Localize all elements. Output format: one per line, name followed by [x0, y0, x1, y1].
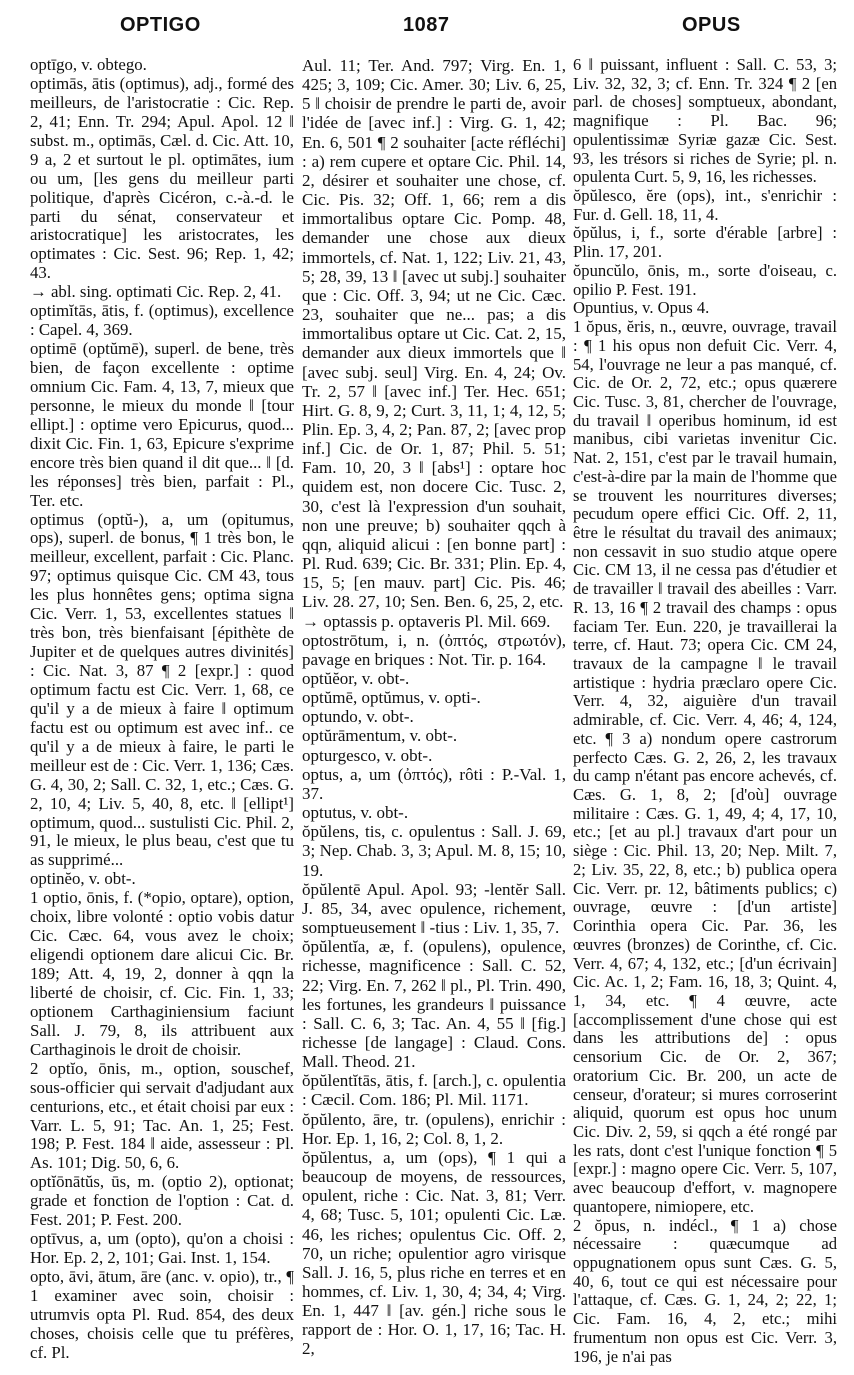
column-2	[302, 56, 566, 1359]
dictionary-entry: optīgo, v. obtego.	[30, 55, 147, 74]
dictionary-entry: Opuntius, v. Opus 4.	[573, 298, 710, 318]
dictionary-entry: 2 ŏpus, n. indécl., ¶ 1 a) chose nécessaire : quæcumque ad oppugnationem opus sunt Cæs. G. 5, 40, 6, tout ce qui est nécessaire pour l'attaque, cf. Cæs. G. 1, 24, 2; 22, 1; Cic. Fam. 16, 4, 2, etc.; mihi frumentum non opus est Cic. Verr. 3, 196, je n'ai pas	[573, 1215, 837, 1366]
dictionary-entry: optimē (optŭmē), superl. de bene, très bien, de façon excellente : optime omnium Cic. Fam. 4, 13, 7, mieux que personne, le mieux du monde ǁ [tour ellipt.] : optime vero Epicurus, quod... dixit Cic. Fin. 1, 63, Epicure s'exprime encore très bien quand il dit que... ǁ [d. les réponses] très bien, parfait : Pl., Ter. etc.	[30, 339, 294, 510]
page-header	[0, 14, 854, 48]
dictionary-entry: optundo, v. obt-.	[302, 707, 414, 727]
dictionary-entry: optimās, ātis (optimus), adj., formé des meilleurs, de l'aristocratie : Cic. Rep. 2, 41; Enn. Tr. 294; Apul. Apol. 12 ǁ subst. m., optimās, Cæl. d. Cic. Att. 10, 9 a, 2 et surtout le pl. optimātes, ium ou um, [les gens du meilleur parti politique, d'après Cicéron, c.-à.-d. le parti du sénat, conservateur et aristocratique] les aristocrates, les optimates : Cic. Sest. 96; Rep. 1, 42; 43.	[30, 73, 294, 283]
dictionary-entry: ŏpuncŭlo, ōnis, m., sorte d'oiseau, c. opilio P. Fest. 191.	[573, 260, 837, 299]
dictionary-entry: → optassis p. optaveris Pl. Mil. 669.	[302, 611, 551, 631]
dictionary-entry: optimus (optŭ-), a, um (opitumus, ops), superl. de bonus, ¶ 1 très bon, le meilleur, excellent, parfait : Cic. Planc. 97; optimus quisque Cic. CM 43, tous les plus honnêtes gens; optima signa Cic. Verr. 1, 53, excellentes statues ǁ très bon, très bienfaisant [épithète de Jupiter et de quelques autres divinités] : Cic. Nat. 3, 87 ¶ 2 [expr.] : quod optimum factu est Cic. Verr. 1, 68, ce qu'il y a de mieux à faire ǁ optimum factu est ou optimum est avec inf.. ce qu'il y a de mieux à faire, le parti le meilleur est de : Cic. Verr. 1, 136; Cæs. G. 4, 30, 2; Sall. C. 32, 1, etc.; Cæs. G. 2, 10, 4; Liv. 5, 40, 8, etc. ǁ [ellipt¹] optimum, quod... sustulisti Cic. Phil. 2, 91, le mieux, le plus beau, c'est que tu as supprimé...	[30, 509, 294, 870]
dictionary-entry: optutus, v. obt-.	[302, 803, 409, 823]
running-head-right: OPUS	[682, 14, 741, 36]
dictionary-entry: ŏpŭlus, i, f., sorte d'érable [arbre] : Plin. 17, 201.	[573, 223, 837, 262]
dictionary-entry: optus, a, um (ὀπτός), rôti : P.-Val. 1, 37.	[302, 764, 566, 803]
dictionary-entry: ŏpŭlentē Apul. Apol. 93; -lentĕr Sall. J. 85, 34, avec opulence, richement, somptueusement ǁ -tius : Liv. 1, 35, 7.	[302, 879, 566, 938]
dictionary-entry: optĭōnātŭs, ūs, m. (optio 2), optionat; grade et fonction de l'option : Cat. d. Fest. 201; P. Fest. 200.	[30, 1172, 294, 1230]
dictionary-entry: optinĕo, v. obt-.	[30, 869, 136, 889]
dictionary-entry: 6 ǁ puissant, influent : Sall. C. 53, 3; Liv. 32, 32, 3; cf. Enn. Tr. 324 ¶ 2 [en parl. de choses] somptueux, abondant, magnifique : Pl. Bac. 96; opulentissimæ Syriæ gazæ Cic. Sest. 93, les trésors si riches de Syrie; pl. n. opulenta Curt. 5, 9, 16, les richesses.	[573, 55, 837, 187]
dictionary-entry: optīvus, a, um (opto), qu'on a choisi : Hor. Ep. 2, 2, 101; Gai. Inst. 1, 154.	[30, 1229, 294, 1268]
dictionary-entry: optŭrāmentum, v. obt-.	[302, 726, 458, 746]
dictionary-entry: opturgesco, v. obt-.	[302, 745, 433, 765]
dictionary-entry: ŏpŭlesco, ĕre (ops), int., s'enrichir : Fur. d. Gell. 18, 11, 4.	[573, 186, 837, 224]
dictionary-entry: ŏpŭlento, āre, tr. (opulens), enrichir : Hor. Ep. 1, 16, 2; Col. 8, 1, 2.	[302, 1109, 566, 1148]
dictionary-entry: → abl. sing. optimati Cic. Rep. 2, 41.	[30, 282, 282, 302]
dictionary-entry: optŭĕor, v. obt-.	[302, 669, 410, 688]
dictionary-entry: 2 optĭo, ōnis, m., option, souschef, sous-officier qui servait d'adjudant aux centurions, etc., et était choisi par eux : Varr. L. 5, 91; Tac. An. 1, 25; Fest. 198; P. Fest. 184 ǁ aide, assesseur : Pl. As. 101; Dig. 50, 6, 6.	[30, 1058, 294, 1173]
column-1	[30, 56, 294, 1363]
page-number: 1087	[403, 14, 450, 36]
dictionary-entry: ŏpŭlentĭtās, ātis, f. [arch.], c. opulentia : Cæcil. Com. 186; Pl. Mil. 1171.	[302, 1071, 566, 1110]
dictionary-entry: 1 optio, ōnis, f. (*opio, optare), option, choix, libre volonté : optio vobis datur Cic. Cæc. 64, vous avez le choix; eligendi optionem dare alicui Cic. Br. 189; Att. 4, 19, 2, donner à qqn la liberté de choisir, cf. Cic. Fin. 1, 33; optionem Carthaginiensium faciunt Sall. J. 79, 8, ils attribuent aux Carthaginois le droit de choisir.	[30, 888, 294, 1059]
dictionary-entry: optŭmē, optŭmus, v. opti-.	[302, 688, 481, 708]
dictionary-entry: opto, āvi, ātum, āre (anc. v. opio), tr., ¶ 1 examiner avec soin, choisir : utrumvis opta Pl. Rud. 854, des deux choses, choisis celle que tu préfères, cf. Pl.	[30, 1267, 294, 1362]
dictionary-entry: optimĭtās, ātis, f. (optimus), excellence : Capel. 4, 369.	[30, 301, 294, 340]
dictionary-entry: ŏpŭlens, tis, c. opulentus : Sall. J. 69, 3; Nep. Chab. 3, 3; Apul. M. 8, 15; 10, 19.	[302, 822, 566, 880]
running-head-left: OPTIGO	[120, 14, 201, 36]
dictionary-entry: Aul. 11; Ter. And. 797; Virg. En. 1, 425; 3, 109; Cic. Amer. 30; Liv. 6, 25, 5 ǁ choisir de prendre le parti de, avoir l'idée de [avec inf.] : Virg. G. 1, 42; En. 6, 501 ¶ 2 souhaiter [acte réfléchi] : a) rem cupere et optare Cic. Phil. 14, 2, désirer et souhaiter une chose, cf. Cic. Pis. 32; Off. 1, 66; rem a dis immortalibus optare Cic. Pomp. 48, demander une chose aux dieux immortels, cf. Nat. 1, 122; Liv. 21, 43, 5; 28, 39, 13 ǁ [avec ut subj.] souhaiter que : Cic. Off. 3, 94; ut ne Cic. Cæc. 23, souhaiter que ne... pas; a dis immortalibus optare ut Cic. Cat. 2, 15, demander aux dieux immortels que ǁ [avec subj. seul] Virg. En. 4, 24; Ov. Tr. 2, 57 ǁ [avec inf.] Ter. Hec. 651; Hirt. G. 8, 9, 2; Curt. 3, 11, 1; 4, 12, 5; Plin. Ep. 3, 4, 2; Pan. 87, 2; [avec prop inf.] Cic. de Or. 1, 87; Phil. 5. 51; Fam. 10, 20, 3 ǁ [abs¹] : optare hoc quidem est, non docere Cic. Tusc. 2, 30, c'est là l'expression d'un souhait, non une preuve; b) souhaiter qqch à qqn, aliquid alicui : [en bonne part] : Pl. Rud. 639; Cic. Br. 331; Plin. Ep. 4, 15, 5; [en mauv. part] Cic. Pis. 46; Liv. 28. 27, 10; Sen. Ben. 6, 25, 2, etc.	[302, 56, 566, 612]
dictionary-entry: ŏpŭlentus, a, um (ops), ¶ 1 qui a beaucoup de moyens, de ressources, opulent, riche : Cic. Nat. 3, 81; Verr. 4, 68; Tusc. 5, 101; opulenti Cic. Læ. 46, les riches; opulentus Cic. Off. 2, 70, un riche; opulentior agro virisque Sall. J. 16, 5, plus riche en terres et en hommes, cf. Liv. 1, 30, 4; 34, 4; Virg. En. 1, 447 ǁ [av. gén.] riche sous le rapport de : Hor. O. 1, 17, 16; Tac. H. 2,	[302, 1147, 566, 1359]
dictionary-entry: optostrōtum, i, n. (ὀπτός, στρωτόν), pavage en briques : Not. Tir. p. 164.	[302, 630, 566, 669]
dictionary-entry: 1 ŏpus, ĕris, n., œuvre, ouvrage, travail : ¶ 1 his opus non defuit Cic. Verr. 4, 54, l'ouvrage ne leur a pas manqué, cf. Cic. de Or. 2, 72, etc.; opus quærere Cic. Tusc. 3, 81, chercher de l'ouvrage, du travail ǁ operibus hominum, id est manibus, cibi varietas invenitur Cic. Nat. 2, 151, c'est par le travail humain, c'est-à-dire par la main de l'homme que se trouvent les nourritures diverses; pecudum opere effici Cic. Off. 2, 11, être le résultat du travail des animaux; non cessavit in suo studio atque opere Cic. CM 13, il ne cessa pas d'étudier et de travailler ǁ travail des abeilles : Varr. R. 13, 16 ¶ 2 travail des champs : opus faciam Ter. Eun. 220, je travaillerai la terre, cf. Haut. 73; opera Cic. CM 24, travaux de la campagne ǁ le travail artistique : hydria præclaro opere Cic. Verr. 4, 32, aiguière d'un travail admirable, cf. Cic. Verr. 4, 46; 4, 124, etc. ¶ 3 a) nondum opere castrorum perfecto Cæs. G. 2, 26, 2, les travaux du camp n'étant pas encore achevés, cf. Cæs. G. 1, 8, 2; [d'où] ouvrage militaire : Cæs. G. 1, 49, 4; 4, 17, 10, etc.; [et au pl.] travaux d'art pour un siège : Cic. Phil. 13, 20; Nep. Milt. 7, 2; Liv. 35, 22, 8, etc.; b) publica opera Cic. Verr. pr. 12, bâtiments publics; c) ouvrage, œuvre : [d'un artiste] Corinthia opera Cic. Par. 36, les œuvres (bronzes) de Corinthe, cf. Cic. Verr. 4, 67; 4, 132, etc.; [d'un écrivain] Cic. Ac. 1, 2; Fam. 16, 18, 3; Quint. 4, 1, 34, etc. ¶ 4 œuvre, acte [accomplissement d'une chose qui est dans les attributions de] : opus censorium Cic. de Or. 2, 367; oratorium Cic. Br. 200, un acte de censeur, d'orateur; si mures corroserint aliquid, quorum est opus hoc unum Cic. Div. 2, 59, si qqch a été rongé par les rats, dont c'est l'unique fonction ¶ 5 [expr.] : magno opere Cic. Verr. 5, 107, avec beaucoup d'effort, v. magnopere quantopere, nimiopere, etc.	[573, 317, 837, 1216]
column-3	[573, 56, 837, 1366]
dictionary-entry: ŏpŭlentĭa, æ, f. (opulens), opulence, richesse, magnificence : Sall. C. 52, 22; Virg. En. 7, 262 ǁ pl., Pl. Trin. 490, les fortunes, les grandeurs ǁ puissance : Sall. C. 6, 3; Tac. An. 4, 55 ǁ [fig.] richesse [de langage] : Claud. Cons. Mall. Theod. 21.	[302, 937, 566, 1072]
